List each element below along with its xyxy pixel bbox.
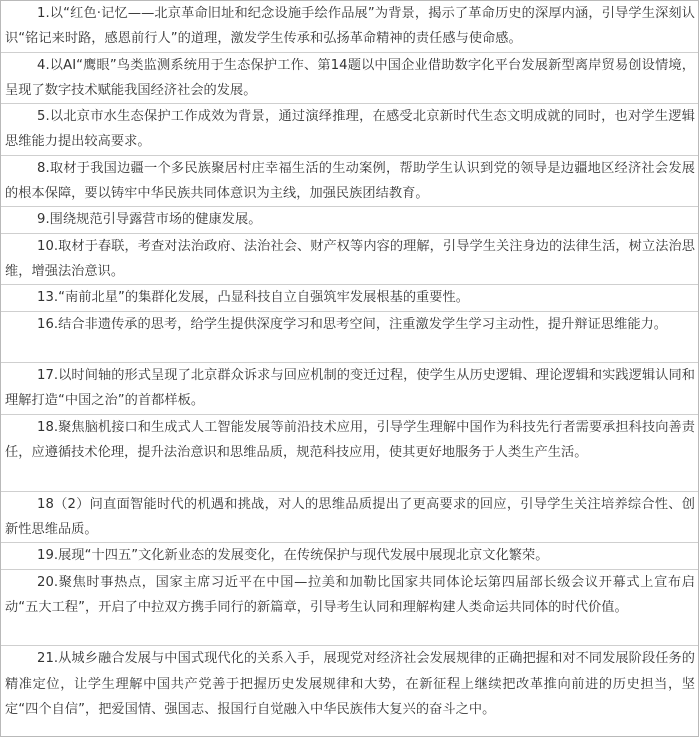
item-16: 16.结合非遗传承的思考，给学生提供深度学习和思考空间，注重激发学生学习主动性，提升辩证思维能力。: [1, 312, 698, 364]
item-4: 4.以AI“鹰眼”鸟类监测系统用于生态保护工作、第14题以中国企业借助数字化平台发展新型离岸贸易创设情境，呈现了数字技术赋能我国经济社会的发展。: [1, 53, 698, 105]
item-1: 1.以“红色·记忆——北京革命旧址和纪念设施手绘作品展”为背景，揭示了革命历史的深厚内涵，引导学生深刻认识“铭记来时路，感恩前行人”的道理，激发学生传承和弘扬革命精神的责任感与使命感。: [1, 1, 698, 53]
item-21: 21.从城乡融合发展与中国式现代化的关系入手，展现党对经济社会发展规律的正确把握和对不同发展阶段任务的精准定位，让学生理解中国共产党善于把握历史发展规律和大势，在新征程上继续把改革推向前进的历史担当，坚定“四个自信”，把爱国情、强国志、报国行自觉融入中华民族伟大复兴的奋斗之中。: [5, 651, 695, 718]
item-20: 20.聚焦时事热点，国家主席习近平在中国—拉美和加勒比国家共同体论坛第四届部长级会议开幕式上宣布启动“五大工程”，开启了中拉双方携手同行的新篇章，引导考生认同和理解构建人类命运共同体的时代价值。: [1, 570, 698, 647]
item-17: 17.以时间轴的形式呈现了北京群众诉求与回应机制的变迁过程，使学生从历史逻辑、理论逻辑和实践逻辑认同和理解打造“中国之治”的首都样板。: [1, 363, 698, 415]
item-10: 10.取材于春联，考查对法治政府、法治社会、财产权等内容的理解，引导学生关注身边的法律生活，树立法治思维，增强法治意识。: [1, 234, 698, 286]
item-9: 9.围绕规范引导露营市场的健康发展。: [1, 207, 698, 233]
item-13: 13.“南前北星”的集群化发展，凸显科技自立自强筑牢发展根基的重要性。: [1, 285, 698, 311]
item-18-2: 18（2）问直面智能时代的机遇和挑战，对人的思维品质提出了更高要求的回应，引导学生关注培养综合性、创新性思维品质。: [1, 492, 698, 544]
item-8: 8.取材于我国边疆一个多民族聚居村庄幸福生活的生动案例，帮助学生认识到党的领导是边疆地区经济社会发展的根本保障，要以铸牢中华民族共同体意识为主线，加强民族团结教育。: [1, 156, 698, 208]
item-5: 5.以北京市水生态保护工作成效为背景，通过演绎推理，在感受北京新时代生态文明成就的同时，也对学生逻辑思维能力提出较高要求。: [1, 104, 698, 156]
item-18: 18.聚焦脑机接口和生成式人工智能发展等前沿技术应用，引导学生理解中国作为科技先行者需要承担科技向善责任，应遵循技术伦理，提升法治意识和思维品质，规范科技应用，使其更好地服务于人类生产生活。: [1, 415, 698, 492]
item-19: 19.展现“十四五”文化新业态的发展变化，在传统保护与现代发展中展现北京文化繁荣。: [1, 543, 698, 569]
